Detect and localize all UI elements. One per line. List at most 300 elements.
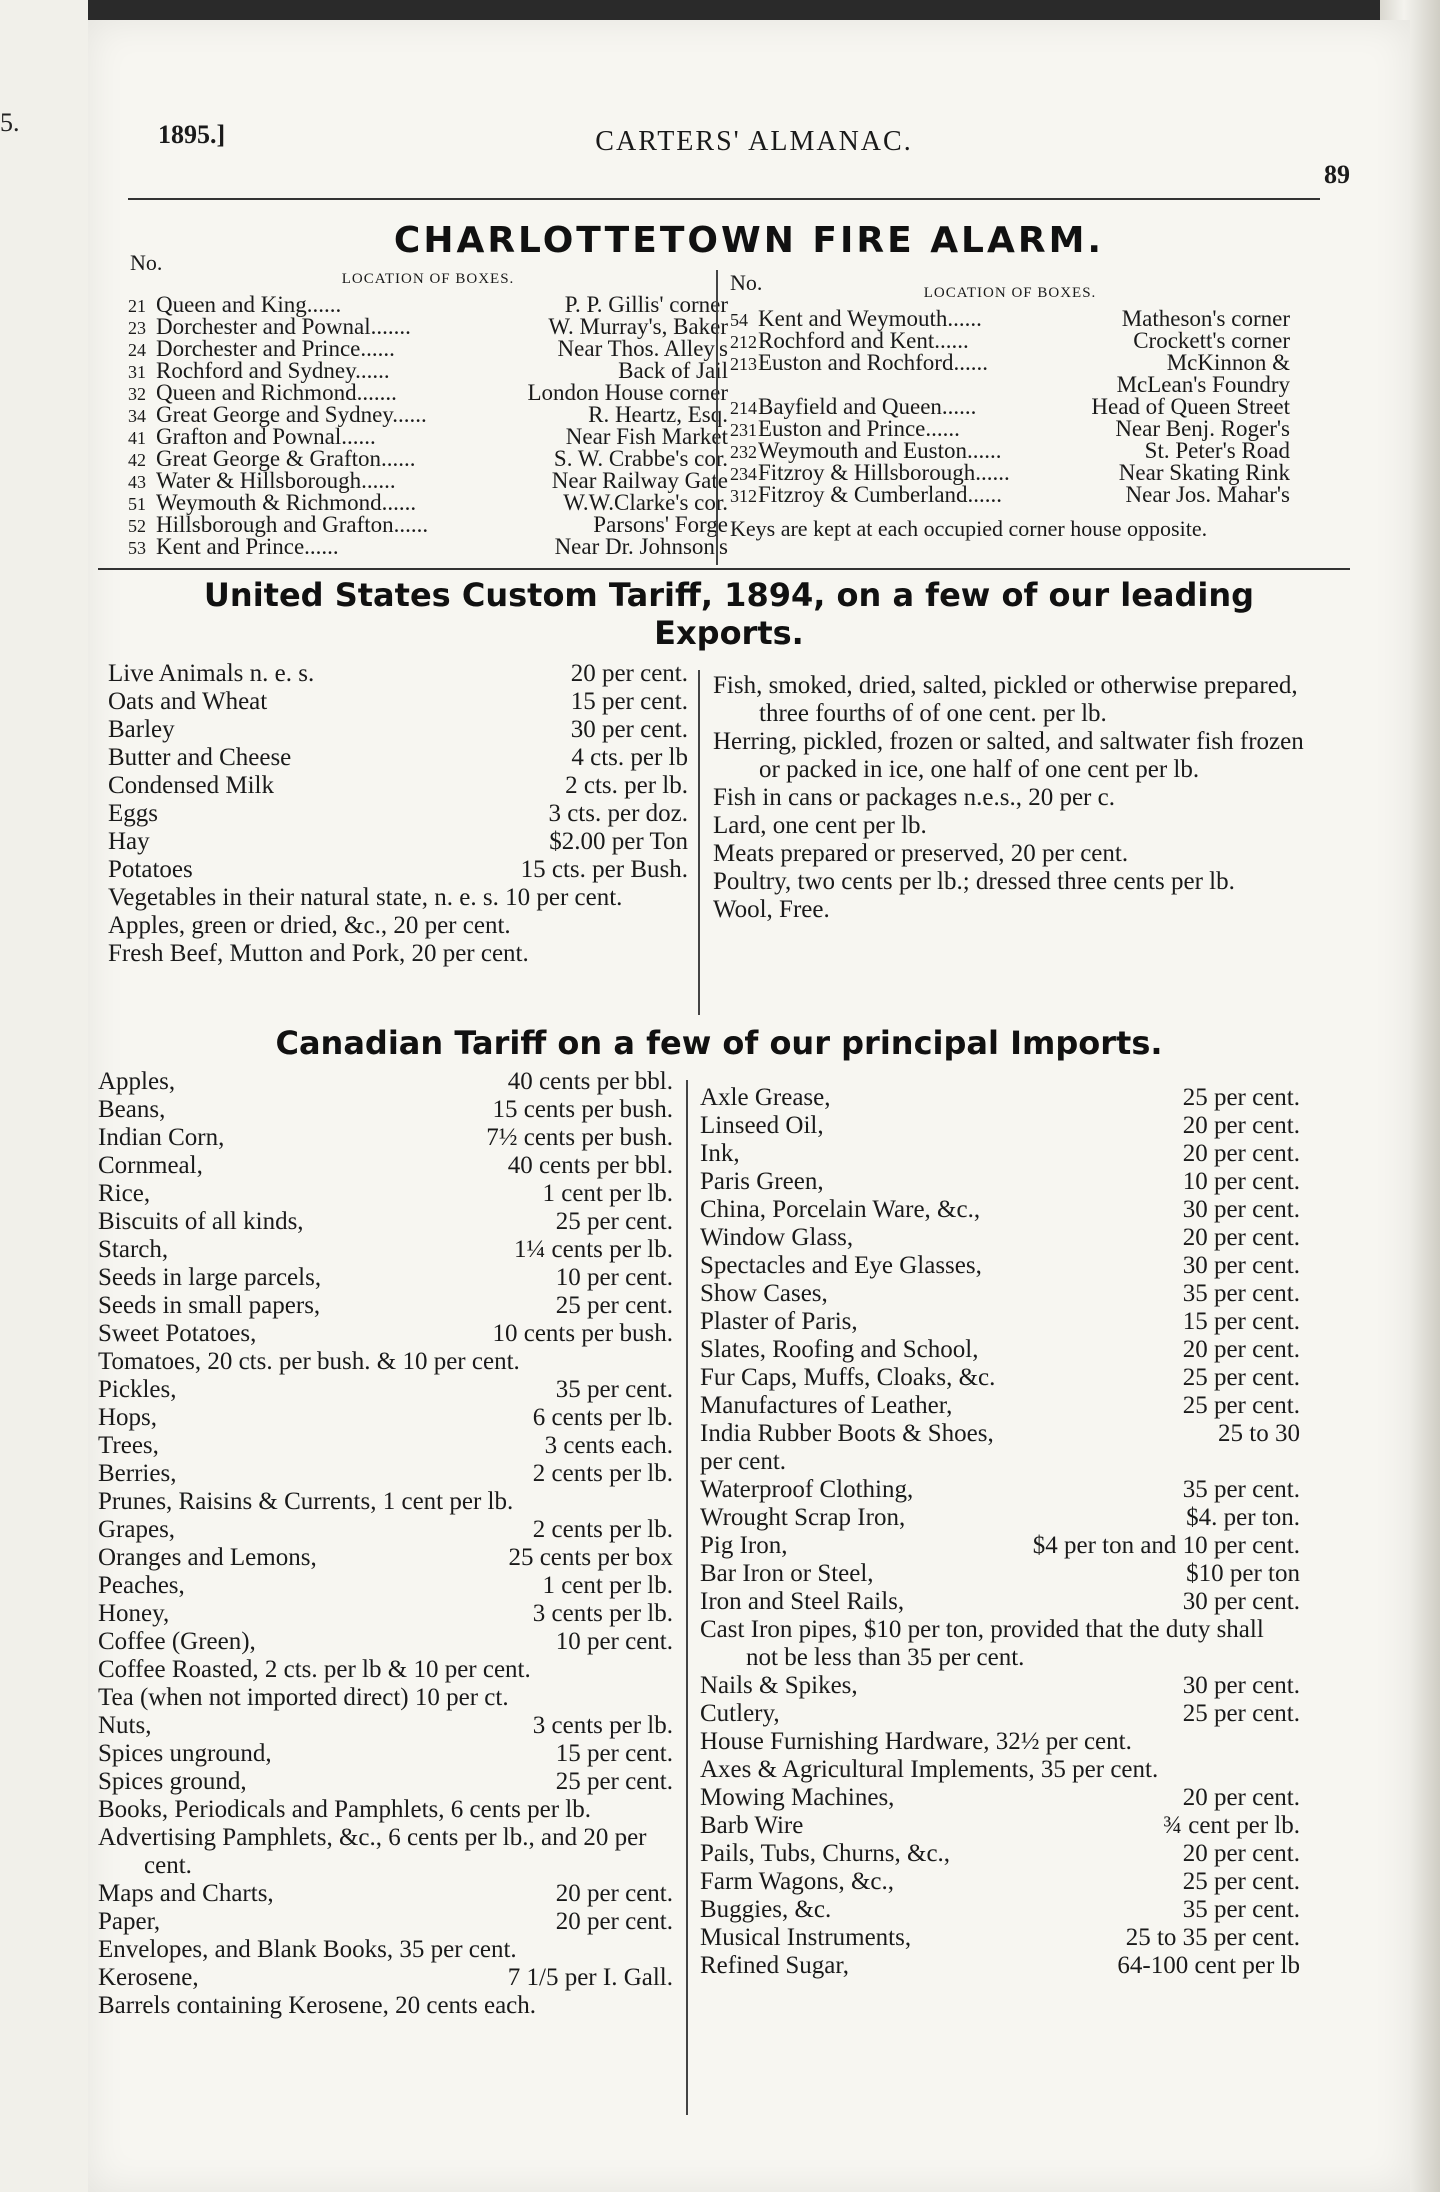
tariff-rate: $4. per ton. [1186, 1504, 1300, 1531]
tariff-item: Prunes, Raisins & Currents, 1 cent per lb. [98, 1488, 514, 1515]
fire-box-number: 234 [730, 464, 757, 484]
fire-box-row [128, 536, 728, 558]
us-tariff-row [108, 800, 688, 828]
canadian-tariff-row [700, 1196, 1300, 1224]
canadian-tariff-row [98, 1320, 673, 1348]
us-tariff-row [108, 856, 688, 884]
fire-box-number: 52 [128, 516, 146, 536]
tariff-rate: 15 per cent. [570, 688, 688, 715]
fire-box-number: 24 [128, 340, 146, 360]
tariff-item: Trees, [98, 1432, 159, 1459]
canadian-tariff-row [700, 1448, 1300, 1476]
tariff-item: per cent. [700, 1448, 787, 1475]
canadian-tariff-row [700, 1168, 1300, 1196]
tariff-item: China, Porcelain Ware, &c., [700, 1196, 981, 1223]
tariff-rate: 20 per cent. [1182, 1336, 1300, 1363]
tariff-rate: 35 per cent. [1182, 1896, 1300, 1923]
fire-box-location: Water & Hillsborough...... [156, 468, 396, 493]
canadian-tariff-row [98, 1572, 673, 1600]
tariff-item: Spectacles and Eye Glasses, [700, 1252, 982, 1279]
us-tariff-wrapped-row: Fish in cans or packages n.e.s., 20 per c. [713, 784, 1115, 811]
keys-note: Keys are kept at each occupied corner house opposite. [730, 516, 1208, 541]
fire-box-location: Rochford and Kent...... [758, 328, 969, 353]
tariff-rate: 40 cents per bbl. [507, 1068, 673, 1095]
canadian-tariff-row [98, 1096, 673, 1124]
fire-box-row [128, 448, 728, 470]
fire-box-row [730, 308, 1290, 330]
fire-box-location: Queen and Richmond....... [156, 380, 397, 405]
tariff-rate: 15 per cent. [555, 1740, 673, 1767]
fire-box-row [128, 404, 728, 426]
tariff-rate: 35 per cent. [1182, 1476, 1300, 1503]
tariff-rate: 20 per cent. [555, 1908, 673, 1935]
tariff-item: Biscuits of all kinds, [98, 1208, 304, 1235]
fire-box-detail: Back of Jail [618, 358, 728, 383]
tariff-item: Coffee (Green), [98, 1628, 256, 1655]
tariff-rate: 3 cents per lb. [532, 1712, 673, 1739]
us-tariff-wrapped-row: Wool, Free. [713, 896, 830, 923]
fire-box-number: 54 [730, 310, 748, 330]
tariff-item: Window Glass, [700, 1224, 854, 1251]
tariff-rate: ¾ cent per lb. [1163, 1812, 1300, 1839]
header-rule [128, 198, 1320, 200]
tariff-rate: $4 per ton and 10 per cent. [1032, 1532, 1300, 1559]
fire-box-detail: Near Railway Gate [551, 468, 728, 493]
us-tariff-row [108, 772, 688, 800]
tariff-item: Refined Sugar, [700, 1952, 849, 1979]
canadian-tariff-row [700, 1560, 1300, 1588]
fire-box-detail: McLean's Foundry [1116, 372, 1290, 397]
tariff-rate: 20 per cent. [555, 1880, 673, 1907]
tariff-item: Kerosene, [98, 1964, 199, 1991]
tariff-item: Butter and Cheese [108, 744, 292, 771]
tariff-item: Bar Iron or Steel, [700, 1560, 874, 1587]
canadian-tariff-row [98, 1712, 673, 1740]
tariff-item: Iron and Steel Rails, [700, 1588, 905, 1615]
canadian-tariff-row [700, 1252, 1300, 1280]
tariff-item: Seeds in small papers, [98, 1292, 321, 1319]
fire-box-detail: London House corner [527, 380, 728, 405]
fire-subheader-left: LOCATION OF BOXES. [341, 271, 515, 287]
fire-box-number: 42 [128, 450, 146, 470]
fire-box-location: Rochford and Sydney...... [156, 358, 390, 383]
canadian-tariff-row [98, 1656, 673, 1684]
tariff-item: Slates, Roofing and School, [700, 1336, 979, 1363]
tariff-rate: 10 cents per bush. [492, 1320, 673, 1347]
canadian-tariff-row [98, 1208, 673, 1236]
canadian-tariff-row [98, 1236, 673, 1264]
running-header [158, 120, 1350, 189]
tariff-rate: 64-100 cent per lb [1117, 1952, 1300, 1979]
fire-box-number: 212 [730, 332, 757, 352]
fire-box-row [128, 382, 728, 404]
canadian-tariff-right [700, 1084, 1300, 1980]
fire-box-row [128, 338, 728, 360]
us-tariff-right [713, 672, 1313, 924]
tariff-rate: $10 per ton [1186, 1560, 1300, 1587]
fire-box-location: Kent and Prince...... [156, 534, 339, 559]
fire-box-location: Dorchester and Pownal....... [156, 314, 411, 339]
tariff-item: Pails, Tubs, Churns, &c., [700, 1840, 951, 1867]
fire-box-number: 23 [128, 318, 146, 338]
tariff-rate: 25 per cent. [1182, 1084, 1300, 1111]
canadian-tariff-wrapped-row: Advertising Pamphlets, &c., 6 cents per lb., and 20 per cent. [98, 1824, 647, 1879]
canadian-tariff-row [700, 1784, 1300, 1812]
tariff-rate: 25 per cent. [555, 1768, 673, 1795]
fire-alarm-right-list [730, 282, 1290, 540]
fire-box-row [128, 316, 728, 338]
us-column-divider [698, 670, 700, 1015]
fire-box-row [730, 440, 1290, 462]
canadian-tariff-row [98, 1936, 673, 1964]
fire-box-number: 312 [730, 486, 757, 506]
fire-box-location: Weymouth & Richmond...... [156, 490, 417, 515]
tariff-rate: 25 per cent. [1182, 1700, 1300, 1727]
canadian-tariff-row [98, 1684, 673, 1712]
canadian-column-divider [686, 1080, 688, 2115]
fire-box-detail: S. W. Crabbe's cor. [553, 446, 728, 471]
fire-box-number: 32 [128, 384, 146, 404]
canadian-tariff-row [700, 1420, 1300, 1448]
canadian-tariff-row [98, 1180, 673, 1208]
left-page-fragment: 5. [0, 108, 20, 137]
fire-box-detail: P. P. Gillis' corner [564, 292, 728, 317]
canadian-tariff-row [700, 1336, 1300, 1364]
tariff-rate: 30 per cent. [1182, 1672, 1300, 1699]
fire-box-number: 232 [730, 442, 757, 462]
canadian-tariff-row [98, 1376, 673, 1404]
tariff-rate: 15 cents per bush. [492, 1096, 673, 1123]
tariff-item: Buggies, &c. [700, 1896, 832, 1923]
almanac-page [88, 20, 1410, 2192]
fire-box-location: Kent and Weymouth...... [758, 306, 982, 331]
tariff-item: Condensed Milk [108, 772, 274, 799]
tariff-rate: 30 per cent. [1182, 1196, 1300, 1223]
fire-box-number: 51 [128, 494, 146, 514]
tariff-rate: 30 per cent. [570, 716, 688, 743]
fire-box-location: Bayfield and Queen...... [758, 394, 977, 419]
tariff-item: Peaches, [98, 1572, 185, 1599]
canadian-tariff-row [98, 1768, 673, 1796]
canadian-tariff-title: Canadian Tariff on a few of our principal Imports. [275, 1024, 1163, 1062]
fire-box-detail: R. Heartz, Esq. [588, 402, 728, 427]
tariff-item: Axle Grease, [700, 1084, 831, 1111]
canadian-tariff-wrapped-row: Axes & Agricultural Implements, 35 per cent. [700, 1756, 1159, 1783]
tariff-item: Pickles, [98, 1376, 177, 1403]
canadian-tariff-row [700, 1084, 1300, 1112]
tariff-item: Starch, [98, 1236, 169, 1263]
canadian-tariff-row [98, 1348, 673, 1376]
canadian-tariff-row [700, 1868, 1300, 1896]
tariff-item: Farm Wagons, &c., [700, 1868, 895, 1895]
tariff-item: Wrought Scrap Iron, [700, 1504, 906, 1531]
header-title: CARTERS' ALMANAC. [595, 126, 913, 157]
fire-box-detail: Matheson's corner [1121, 306, 1290, 331]
canadian-tariff-row [98, 1124, 673, 1152]
us-tariff-title [88, 576, 1370, 652]
fire-box-row [128, 294, 728, 316]
tariff-item: Apples, [98, 1068, 176, 1095]
canadian-tariff-row [98, 1544, 673, 1572]
fire-box-row [128, 426, 728, 448]
canadian-tariff-row [98, 1404, 673, 1432]
fire-box-number: 34 [128, 406, 146, 426]
canadian-tariff-row [98, 1292, 673, 1320]
canadian-tariff-row [700, 1952, 1300, 1980]
tariff-item: Spices unground, [98, 1740, 272, 1767]
tariff-item: Potatoes [108, 856, 193, 883]
canadian-tariff-row [98, 1516, 673, 1544]
canadian-tariff-row [98, 1432, 673, 1460]
fire-box-number: 214 [730, 398, 757, 418]
fire-box-row [128, 514, 728, 536]
fire-box-detail: W. Murray's, Baker [548, 314, 728, 339]
fire-box-number: 213 [730, 354, 757, 374]
canadian-tariff-row [700, 1280, 1300, 1308]
fire-box-location: Great George and Sydney...... [156, 402, 427, 427]
canadian-tariff-row [700, 1532, 1300, 1560]
tariff-item: Paris Green, [700, 1168, 824, 1195]
tariff-rate: 1 cent per lb. [542, 1180, 673, 1207]
tariff-rate: 3 cents per lb. [532, 1600, 673, 1627]
canadian-tariff-row [700, 1112, 1300, 1140]
tariff-rate: 25 per cent. [1182, 1392, 1300, 1419]
tariff-rate: 25 to 35 per cent. [1125, 1924, 1300, 1951]
canadian-tariff-row [98, 1488, 673, 1516]
tariff-item: Barb Wire [700, 1812, 804, 1839]
tariff-rate: 20 per cent. [1182, 1784, 1300, 1811]
tariff-rate: 7 1/5 per I. Gall. [507, 1964, 673, 1991]
header-year: 1895.] [158, 120, 226, 149]
fire-alarm-left-list [128, 268, 728, 558]
fire-alarm-title: CHARLOTTETOWN FIRE ALARM. [393, 220, 1105, 261]
tariff-rate: 35 per cent. [1182, 1280, 1300, 1307]
tariff-item: Oranges and Lemons, [98, 1544, 317, 1571]
fire-box-row [730, 374, 1290, 396]
tariff-item: Indian Corn, [98, 1124, 225, 1151]
canadian-tariff-row [700, 1140, 1300, 1168]
fire-box-location: Grafton and Pownal...... [156, 424, 376, 449]
us-tariff-row [108, 688, 688, 716]
us-tariff-row [108, 744, 688, 772]
tariff-rate: 1 cent per lb. [542, 1572, 673, 1599]
canadian-tariff-row [700, 1308, 1300, 1336]
tariff-rate: 2 cts. per lb. [565, 772, 688, 799]
canadian-tariff-row [700, 1224, 1300, 1252]
tariff-item: Hay [108, 828, 150, 855]
tariff-rate: 25 per cent. [555, 1292, 673, 1319]
tariff-item: Berries, [98, 1460, 177, 1487]
tariff-item: Maps and Charts, [98, 1880, 274, 1907]
canadian-tariff-wrapped-row: House Furnishing Hardware, 32½ per cent. [700, 1728, 1132, 1755]
fire-box-row [730, 352, 1290, 374]
left-page-edge [0, 0, 88, 2192]
tariff-rate: 15 cts. per Bush. [520, 856, 688, 883]
tariff-item: Spices ground, [98, 1768, 247, 1795]
tariff-rate: 25 cents per box [508, 1544, 673, 1571]
fire-box-row [730, 396, 1290, 418]
tariff-item: Beans, [98, 1096, 166, 1123]
fire-box-detail: Near Benj. Roger's [1115, 416, 1290, 441]
tariff-rate: 25 per cent. [1182, 1868, 1300, 1895]
fire-box-location: Great George & Grafton...... [156, 446, 416, 471]
tariff-item: Sweet Potatoes, [98, 1320, 257, 1347]
tariff-item: Manufactures of Leather, [700, 1392, 953, 1419]
fire-box-detail: Near Thos. Alley's [557, 336, 728, 361]
us-tariff-wrapped-row: Herring, pickled, frozen or salted, and saltwater fish frozen or packed in ice, one half of one cent per lb. [713, 728, 1304, 783]
us-tariff-row [108, 828, 688, 856]
fire-box-number: 43 [128, 472, 146, 492]
fire-box-row [128, 492, 728, 514]
fire-column-divider [716, 270, 718, 565]
canadian-tariff-left [98, 1068, 673, 2020]
us-tariff-title-line2: Exports. [654, 614, 804, 652]
tariff-rate: 7½ cents per bush. [486, 1124, 673, 1151]
fire-box-detail: Crockett's corner [1133, 328, 1290, 353]
tariff-rate: 25 to 30 [1218, 1420, 1300, 1447]
tariff-item: India Rubber Boots & Shoes, [700, 1420, 994, 1447]
tariff-item: Musical Instruments, [700, 1924, 912, 1951]
tariff-item: Live Animals n. e. s. [108, 660, 315, 687]
fire-box-row [730, 418, 1290, 440]
tariff-item: Coffee Roasted, 2 cts. per lb & 10 per cent. [98, 1656, 531, 1683]
page-number: 89 [1324, 160, 1350, 189]
fire-box-location: Fitzroy & Cumberland...... [758, 482, 1003, 507]
canadian-tariff-row [700, 1392, 1300, 1420]
canadian-tariff-row [700, 1504, 1300, 1532]
fire-box-number: 41 [128, 428, 146, 448]
tariff-item: Paper, [98, 1908, 161, 1935]
canadian-tariff-row [700, 1588, 1300, 1616]
canadian-tariff-row [700, 1364, 1300, 1392]
fire-box-number: 31 [128, 362, 146, 382]
fire-box-detail: St. Peter's Road [1144, 438, 1290, 463]
tariff-rate: 10 per cent. [1182, 1168, 1300, 1195]
us-tariff-wrapped-row: Vegetables in their natural state, n. e. s. 10 per cent. [108, 884, 623, 911]
fire-box-number: 21 [128, 296, 146, 316]
tariff-item: Tea (when not imported direct) 10 per ct. [98, 1684, 509, 1711]
fire-box-location: Fitzroy & Hillsborough...... [758, 460, 1010, 485]
canadian-tariff-wrapped-row: Cast Iron pipes, $10 per ton, provided that the duty shall not be less than 35 per cent. [700, 1616, 1264, 1671]
tariff-item: Fur Caps, Muffs, Cloaks, &c. [700, 1364, 996, 1391]
us-tariff-wrapped-row: Poultry, two cents per lb.; dressed three cents per lb. [713, 868, 1235, 895]
canadian-tariff-row [98, 1600, 673, 1628]
canadian-tariff-row [98, 1152, 673, 1180]
tariff-item: Rice, [98, 1180, 151, 1207]
tariff-item: Waterproof Clothing, [700, 1476, 914, 1503]
fire-box-detail: Near Dr. Johnson's [554, 534, 728, 559]
canadian-tariff-row [98, 1628, 673, 1656]
fire-box-detail: W.W.Clarke's cor. [563, 490, 728, 515]
tariff-item: Seeds in large parcels, [98, 1264, 322, 1291]
us-tariff-row [108, 716, 688, 744]
tariff-rate: 10 per cent. [555, 1264, 673, 1291]
tariff-rate: 20 per cent. [1182, 1140, 1300, 1167]
canadian-tariff-row [98, 1740, 673, 1768]
tariff-rate: 30 per cent. [1182, 1588, 1300, 1615]
tariff-item: Ink, [700, 1140, 740, 1167]
canadian-tariff-wrapped-row: Barrels containing Kerosene, 20 cents each. [98, 1992, 537, 2019]
fire-box-row [128, 360, 728, 382]
tariff-rate: 10 per cent. [555, 1628, 673, 1655]
fire-no-label-left: No. [130, 250, 163, 275]
canadian-tariff-row [98, 1964, 673, 1992]
fire-box-number: 53 [128, 538, 146, 558]
canadian-tariff-row [700, 1896, 1300, 1924]
us-tariff-wrapped-row: Meats prepared or preserved, 20 per cent. [713, 840, 1129, 867]
tariff-rate: $2.00 per Ton [549, 828, 688, 855]
us-tariff-wrapped-row: Lard, one cent per lb. [713, 812, 927, 839]
tariff-rate: 2 cents per lb. [532, 1516, 673, 1543]
tariff-rate: 20 per cent. [570, 660, 688, 687]
tariff-item: Cornmeal, [98, 1152, 203, 1179]
fire-box-location: Euston and Rochford...... [758, 350, 988, 375]
fire-box-location: Dorchester and Prince...... [156, 336, 395, 361]
tariff-rate: 25 per cent. [1182, 1364, 1300, 1391]
tariff-item: Hops, [98, 1404, 158, 1431]
us-tariff-left [108, 660, 688, 968]
tariff-item: Oats and Wheat [108, 688, 268, 715]
fire-box-detail: Near Skating Rink [1118, 460, 1290, 485]
us-tariff-row [108, 660, 688, 688]
canadian-tariff-row [700, 1476, 1300, 1504]
fire-box-location: Euston and Prince...... [758, 416, 960, 441]
canadian-tariff-row [700, 1812, 1300, 1840]
tariff-rate: 15 per cent. [1182, 1308, 1300, 1335]
fire-box-location: Hillsborough and Grafton...... [156, 512, 429, 537]
tariff-rate: 4 cts. per lb [571, 744, 688, 771]
tariff-item: Plaster of Paris, [700, 1308, 858, 1335]
tariff-item: Tomatoes, 20 cts. per bush. & 10 per cent. [98, 1348, 520, 1375]
canadian-tariff-row [700, 1700, 1300, 1728]
tariff-item: Eggs [108, 800, 158, 827]
fire-no-label-right: No. [730, 270, 763, 295]
fire-box-row [128, 470, 728, 492]
fire-box-detail: Near Jos. Mahar's [1125, 482, 1290, 507]
tariff-rate: 2 cents per lb. [532, 1460, 673, 1487]
fire-box-detail: Parsons' Forge [593, 512, 728, 537]
tariff-rate: 20 per cent. [1182, 1840, 1300, 1867]
tariff-item: Grapes, [98, 1516, 176, 1543]
tariff-rate: 6 cents per lb. [532, 1404, 673, 1431]
canadian-tariff-wrapped-row: Books, Periodicals and Pamphlets, 6 cents per lb. [98, 1796, 591, 1823]
tariff-item: Envelopes, and Blank Books, 35 per cent. [98, 1936, 517, 1963]
fire-box-detail: Head of Queen Street [1091, 394, 1290, 419]
tariff-rate: 20 per cent. [1182, 1224, 1300, 1251]
canadian-tariff-row [98, 1880, 673, 1908]
fire-box-row [730, 484, 1290, 506]
us-tariff-wrapped-row: Fresh Beef, Mutton and Pork, 20 per cent. [108, 940, 529, 967]
tariff-rate: 30 per cent. [1182, 1252, 1300, 1279]
tariff-item: Pig Iron, [700, 1532, 788, 1559]
tariff-item: Barley [108, 716, 175, 743]
us-tariff-title-line1: United States Custom Tariff, 1894, on a few of our leading [203, 576, 1255, 614]
tariff-rate: 20 per cent. [1182, 1112, 1300, 1139]
fire-box-row [730, 330, 1290, 352]
canadian-tariff-row [98, 1460, 673, 1488]
tariff-rate: 35 per cent. [555, 1376, 673, 1403]
fire-box-location: Weymouth and Euston...... [758, 438, 1002, 463]
tariff-rate: 3 cts. per doz. [548, 800, 688, 827]
tariff-rate: 1¼ cents per lb. [514, 1236, 673, 1263]
fire-box-detail: Near Fish Market [565, 424, 728, 449]
tariff-rate: 40 cents per bbl. [507, 1152, 673, 1179]
tariff-item: Nuts, [98, 1712, 152, 1739]
tariff-item: Cutlery, [700, 1700, 780, 1727]
us-tariff-wrapped-row: Apples, green or dried, &c., 20 per cent. [108, 912, 511, 939]
fire-box-location: Queen and King...... [156, 292, 342, 317]
canadian-tariff-row [700, 1672, 1300, 1700]
